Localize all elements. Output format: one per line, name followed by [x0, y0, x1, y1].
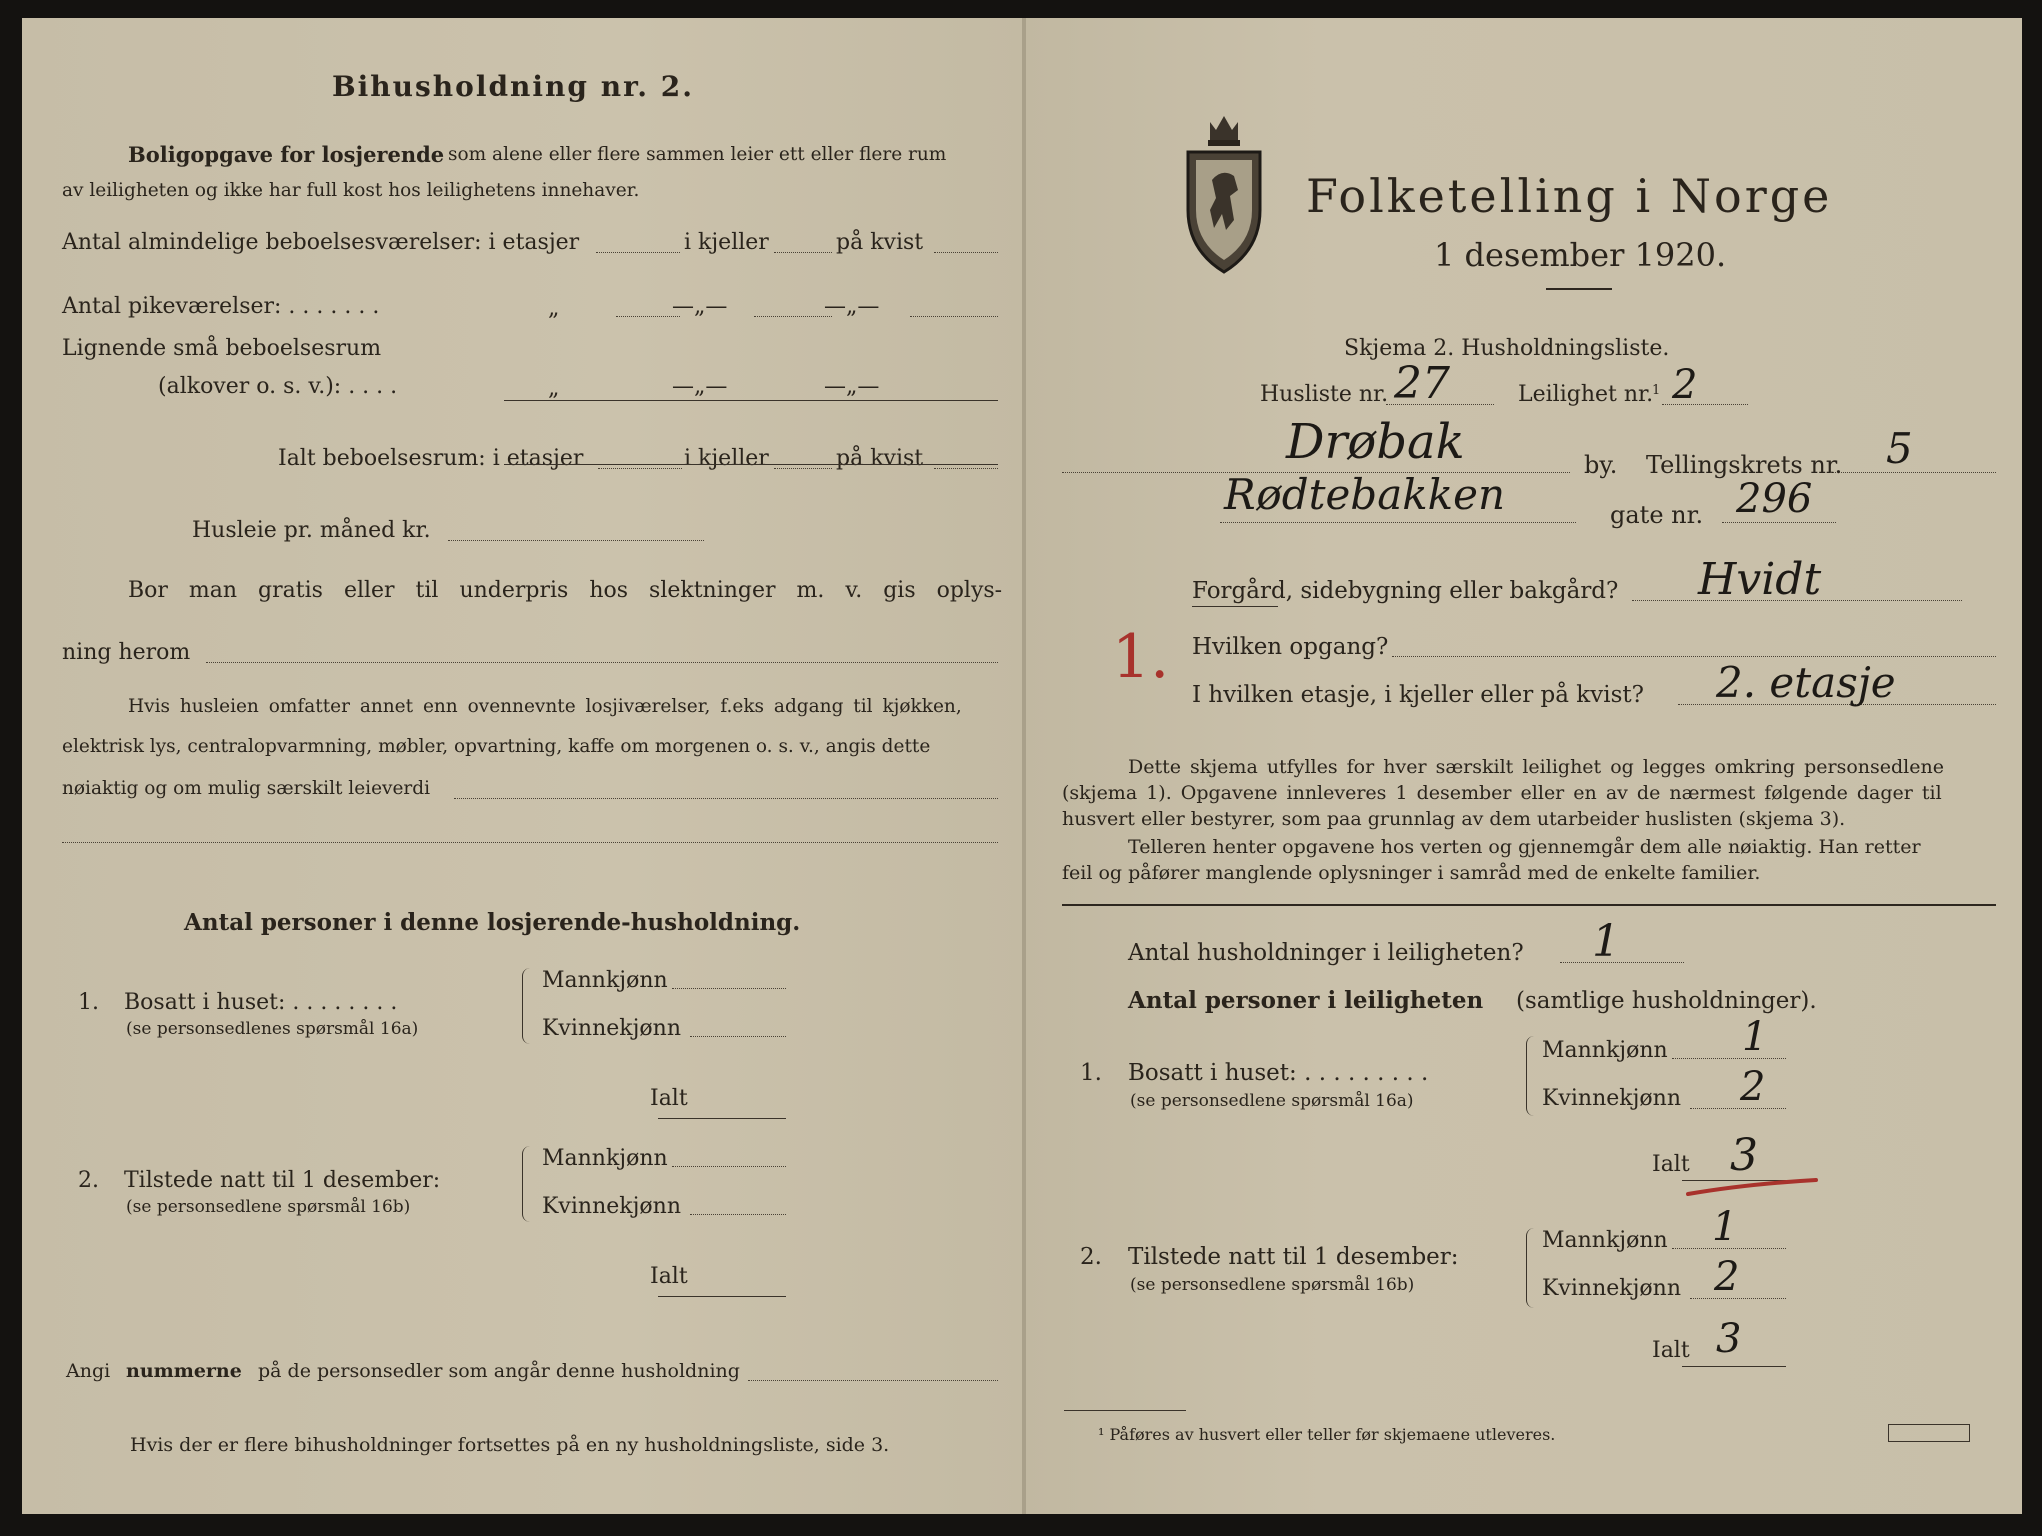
angi-a: Angi	[66, 1360, 111, 1382]
ditto-dash: —„—	[824, 294, 880, 319]
angi-field[interactable]	[748, 1380, 998, 1381]
q1-sub: (se personsedlenes spørsmål 16a)	[126, 1019, 419, 1039]
lignende-label-a: Lignende små beboelsesrum	[62, 336, 382, 361]
leilighet-footnote-mark: 1	[1652, 383, 1661, 398]
q2-label: Tilstede natt til 1 desember:	[124, 1168, 441, 1193]
r-q2-ialt-field[interactable]	[1682, 1366, 1786, 1367]
forgaard-label: Forgård, sidebygning eller bakgård?	[1192, 578, 1619, 604]
leilighet-label: Leilighet nr.	[1518, 382, 1654, 407]
r-q1-kvinne-field[interactable]	[1690, 1108, 1786, 1109]
persons-heading-rest: (samtlige husholdninger).	[1516, 988, 1817, 1014]
r-q1-num: 1.	[1080, 1060, 1102, 1086]
by-label: by.	[1584, 451, 1618, 479]
i-kjeller-label: i kjeller	[684, 446, 769, 471]
q2-kvinne-field[interactable]	[690, 1214, 786, 1215]
krets-value: 5	[1886, 424, 1913, 473]
pike-etasjer-field[interactable]	[616, 316, 680, 317]
q1-ialt-field[interactable]	[658, 1118, 786, 1119]
q2-ialt-label: Ialt	[650, 1264, 688, 1289]
etasje-label: I hvilken etasje, i kjeller eller på kvist?	[1192, 682, 1644, 708]
gratis-line1: Bor man gratis eller til underpris hos slektninger m. v. gis oplys-	[128, 578, 1003, 603]
r-q2-num: 2.	[1080, 1244, 1102, 1270]
r-q1-brace	[1526, 1036, 1537, 1116]
husholdninger-field[interactable]	[1560, 962, 1684, 963]
r-q1-ialt-value: 3	[1730, 1130, 1758, 1181]
r-q1-sub: (se personsedlene spørsmål 16a)	[1130, 1091, 1414, 1111]
instructions-2: (skjema 1). Opgavene innleveres 1 desember eller en av de nærmest følgende dager til	[1062, 782, 1942, 804]
norwegian-coat-of-arms-icon	[1182, 110, 1266, 280]
forgaard-underline	[1192, 606, 1278, 607]
r-q2-ialt-label: Ialt	[1652, 1338, 1690, 1363]
left-footer: Hvis der er flere bihusholdninger fortsettes på en ny husholdningsliste, side 3.	[130, 1434, 890, 1456]
ditto-mark: „	[548, 296, 560, 321]
q2-mann-field[interactable]	[672, 1166, 786, 1167]
gate-nr-value: 296	[1736, 476, 1813, 522]
instructions-5: feil og påfører manglende oplysninger i samråd med de enkelte familier.	[1062, 862, 1761, 884]
note-line2: elektrisk lys, centralopvarmning, møbler, opvartning, kaffe om morgenen o. s. v., angis dette	[62, 736, 931, 757]
gate-label: gate nr.	[1610, 501, 1704, 529]
q2-mann-label: Mannkjønn	[542, 1146, 668, 1171]
r-q2-mann-label: Mannkjønn	[1542, 1228, 1668, 1253]
title-rule	[1546, 288, 1612, 290]
gratis-line2: ning herom	[62, 640, 191, 665]
q2-sub: (se personsedlene spørsmål 16b)	[126, 1197, 411, 1217]
r-q2-brace	[1526, 1228, 1537, 1308]
opgang-field[interactable]	[1392, 656, 1996, 657]
q1-ialt-label: Ialt	[650, 1086, 688, 1111]
kvist-field[interactable]	[934, 252, 998, 253]
q1-kvinne-label: Kvinnekjønn	[542, 1016, 681, 1041]
i-kjeller-label: i kjeller	[684, 230, 769, 255]
gate-field[interactable]	[1220, 522, 1576, 523]
husholdninger-value: 1	[1592, 916, 1620, 967]
persons-heading-bold: Antal personer i leiligheten	[1128, 987, 1484, 1014]
ditto-dash: —„—	[824, 374, 880, 399]
q1-brace	[522, 968, 533, 1044]
r-q2-sub: (se personsedlene spørsmål 16b)	[1130, 1275, 1415, 1295]
forgaard-value: Hvidt	[1698, 554, 1822, 605]
census-date: 1 desember 1920.	[1434, 236, 1727, 274]
rooms-row-label: Antal almindelige beboelsesværelser: i etasjer	[62, 230, 580, 255]
lignende-label-b: (alkover o. s. v.): . . . .	[158, 374, 398, 399]
gate-nr-field[interactable]	[1722, 522, 1836, 523]
r-q1-kvinne-label: Kvinnekjønn	[1542, 1086, 1681, 1111]
r-q1-kvinne-value: 2	[1740, 1064, 1766, 1110]
angi-b: nummerne	[126, 1360, 242, 1382]
q2-kvinne-label: Kvinnekjønn	[542, 1194, 681, 1219]
ialt-kvist-field[interactable]	[934, 468, 998, 469]
footnote-rule	[1064, 1410, 1186, 1411]
pike-kvist-field[interactable]	[910, 316, 998, 317]
leilighet-value: 2	[1672, 362, 1698, 408]
opgang-label: Hvilken opgang?	[1192, 634, 1389, 660]
intro-line2: av leiligheten og ikke har full kost hos leilighetens innehaver.	[62, 180, 640, 201]
husliste-label: Husliste nr.	[1260, 382, 1389, 407]
r-q1-mann-field[interactable]	[1672, 1058, 1786, 1059]
persons-heading: Antal personer i denne losjerende-husholdning.	[184, 909, 801, 936]
schema-label: Skjema 2. Husholdningsliste.	[1344, 336, 1670, 361]
footnote: ¹ Påføres av husvert eller teller før skjemaene utleveres.	[1098, 1425, 1556, 1444]
q1-label: Bosatt i huset: . . . . . . . .	[124, 990, 398, 1015]
intro-bold: Boligopgave for losjerende	[128, 142, 445, 167]
ditto-dash: —„—	[672, 294, 728, 319]
note-line3: nøiaktig og om mulig særskilt leieverdi	[62, 778, 431, 799]
left-title: Bihusholdning nr. 2.	[332, 70, 694, 103]
r-q1-mann-value: 1	[1742, 1014, 1768, 1060]
paa-kvist-label: på kvist	[836, 446, 924, 471]
husleie-label: Husleie pr. måned kr.	[192, 518, 431, 543]
angi-c: på de personsedler som angår denne husholdning	[258, 1360, 740, 1382]
by-value: Drøbak	[1286, 414, 1465, 470]
note-line1: Hvis husleien omfatter annet enn ovennevnte losjiværelser, f.eks adgang til kjøkken,	[128, 696, 962, 717]
r-q2-mann-value: 1	[1712, 1204, 1738, 1250]
red-pencil-mark: 1.	[1112, 622, 1170, 692]
q2-num: 2.	[78, 1168, 99, 1193]
gratis-field[interactable]	[206, 662, 998, 663]
section-rule	[1062, 904, 1996, 906]
page-fold	[1022, 18, 1026, 1514]
q2-brace	[522, 1146, 533, 1222]
husliste-value: 27	[1394, 358, 1450, 409]
r-q1-label: Bosatt i huset: . . . . . . . . .	[1128, 1060, 1429, 1086]
krets-label: Tellingskrets nr.	[1646, 451, 1843, 479]
ialt-kjeller-field[interactable]	[774, 468, 832, 469]
etasjer-field[interactable]	[596, 252, 680, 253]
right-title: Folketelling i Norge	[1306, 169, 1833, 223]
ialt-etasjer-field[interactable]	[598, 468, 682, 469]
red-check-stroke	[1686, 1176, 1820, 1198]
instructions-4: Telleren henter opgavene hos verten og gjennemgår dem alle nøiaktig. Han retter	[1128, 836, 1921, 858]
kjeller-field[interactable]	[774, 252, 832, 253]
pike-kjeller-field[interactable]	[754, 316, 832, 317]
printer-stamp	[1888, 1424, 1970, 1442]
leieverdi-field-2[interactable]	[62, 842, 998, 843]
pike-label: Antal pikeværelser: . . . . . . .	[62, 294, 380, 319]
husleie-field[interactable]	[448, 540, 704, 541]
husholdninger-label: Antal husholdninger i leiligheten?	[1128, 940, 1524, 966]
sum-line	[504, 400, 998, 401]
q1-num: 1.	[78, 990, 99, 1015]
instructions-3: husvert eller bestyrer, som paa grunnlag av dem utarbeider huslisten (skjema 3).	[1062, 808, 1846, 830]
q1-kvinne-field[interactable]	[690, 1036, 786, 1037]
krets-field[interactable]	[1830, 472, 1996, 473]
census-form-sheet	[22, 18, 2022, 1514]
q2-ialt-field[interactable]	[658, 1296, 786, 1297]
intro-rest: som alene eller flere sammen leier ett eller flere rum	[448, 144, 947, 165]
q1-mann-label: Mannkjønn	[542, 968, 668, 993]
paa-kvist-label: på kvist	[836, 230, 924, 255]
r-q2-label: Tilstede natt til 1 desember:	[1128, 1244, 1459, 1270]
gate-value: Rødtebakken	[1224, 470, 1506, 519]
r-q1-mann-label: Mannkjønn	[1542, 1038, 1668, 1063]
r-q2-kvinne-label: Kvinnekjønn	[1542, 1276, 1681, 1301]
etasje-value: 2. etasje	[1716, 658, 1896, 707]
r-q2-ialt-value: 3	[1716, 1316, 1742, 1362]
leieverdi-field[interactable]	[454, 798, 998, 799]
r-q1-ialt-label: Ialt	[1652, 1152, 1690, 1177]
r-q2-kvinne-value: 2	[1714, 1254, 1740, 1300]
ditto-mark: „	[548, 376, 560, 401]
ialt-rum-label: Ialt beboelsesrum: i etasjer	[278, 446, 584, 471]
ditto-dash: —„—	[672, 374, 728, 399]
instructions-1: Dette skjema utfylles for hver særskilt leilighet og legges omkring personsedlene	[1128, 756, 1944, 778]
ialt-line	[504, 464, 998, 465]
q1-mann-field[interactable]	[672, 988, 786, 989]
